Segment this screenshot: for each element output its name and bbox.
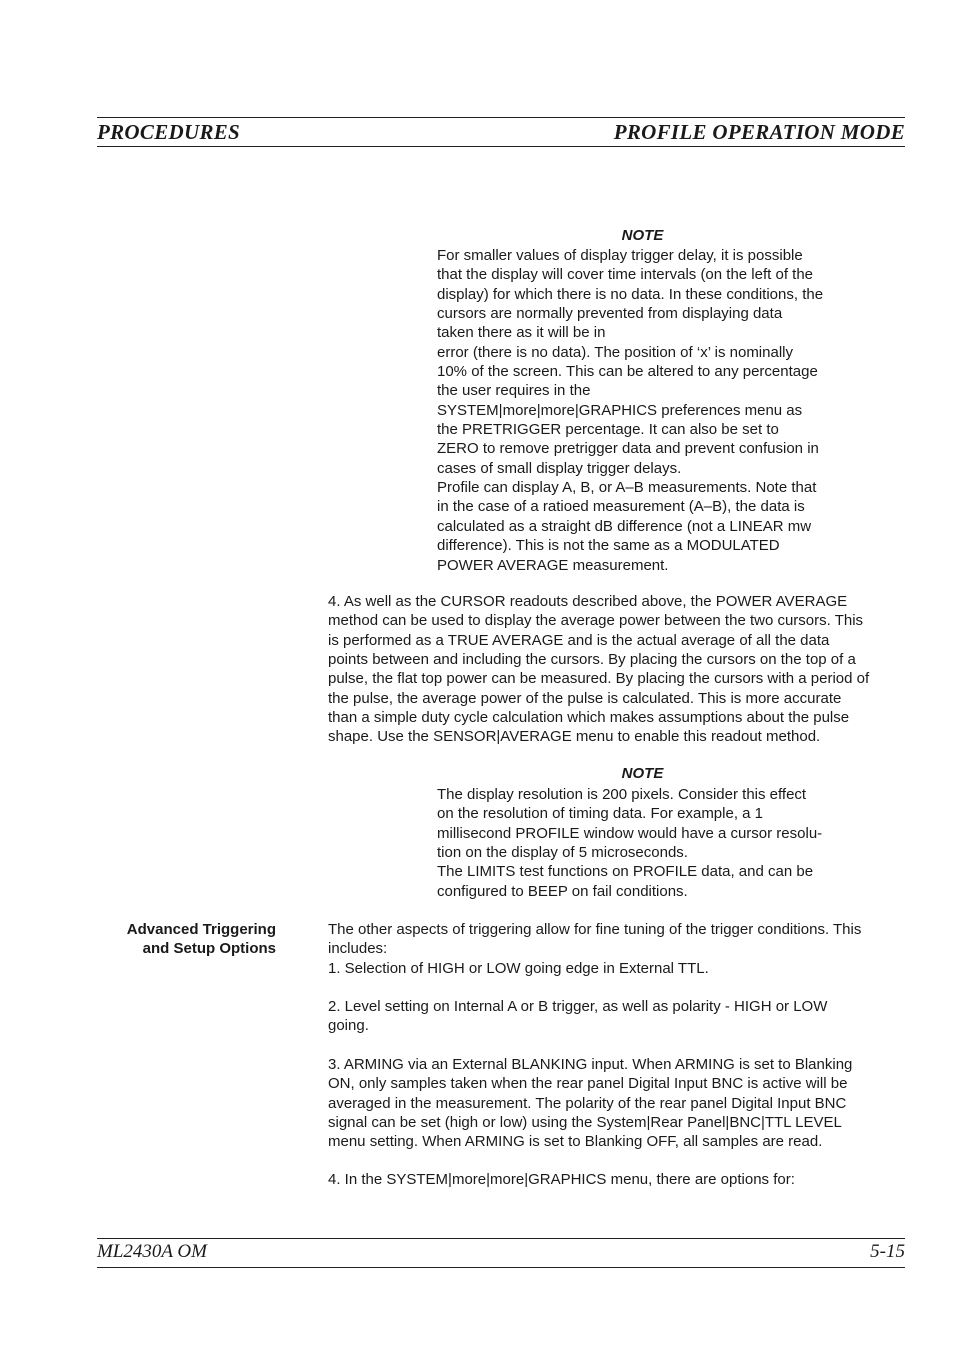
paragraph-line: 2. Level setting on Internal A or B trigger, as well as polarity - HIGH or LOW [328, 998, 828, 1015]
note-title: NOTE [621, 765, 664, 782]
paragraph-line: averaged in the measurement. The polarity of the rear panel Digital Input BNC [328, 1094, 847, 1112]
footer-manual-title: ML2430A OM [97, 1241, 207, 1262]
paragraph-line: 3. ARMING via an External BLANKING input. When ARMING is set to Blanking [328, 1056, 853, 1073]
note-body [437, 246, 857, 575]
paragraph-line: than a simple duty cycle calculation which makes assumptions about the pulse [328, 709, 850, 727]
note-line: ZERO to remove pretrigger data and prevent confusion in [437, 440, 819, 458]
advanced-intro [328, 920, 908, 978]
paragraph-line: going. [328, 1017, 369, 1035]
paragraph-line: method can be used to display the average power between the two cursors. This [328, 612, 864, 630]
note-line: error (there is no data). The position of ‘x’ is nominally [437, 343, 793, 361]
side-heading-line: and Setup Options [142, 940, 276, 958]
page-header [97, 117, 905, 147]
note-line: configured to BEEP on fail conditions. [437, 882, 688, 900]
body-paragraph [328, 592, 908, 747]
note-line: the PRETRIGGER percentage. It can also be set to [437, 421, 779, 439]
paragraph-line: pulse, the flat top power can be measured. By placing the cursors with a period of [328, 670, 870, 688]
section-side-heading [100, 920, 276, 959]
note-line: The LIMITS test functions on PROFILE data, and can be [437, 863, 814, 881]
paragraph-line: 4. In the SYSTEM|more|more|GRAPHICS menu, there are options for: [328, 1171, 795, 1188]
paragraph-line: includes: [328, 940, 388, 958]
note-line: display) for which there is no data. In these conditions, the [437, 285, 824, 303]
note-line: POWER AVERAGE measurement. [437, 556, 669, 574]
paragraph-line: shape. Use the SENSOR|AVERAGE menu to enable this readout method. [328, 728, 821, 746]
paragraph-line: menu setting. When ARMING is set to Blanking OFF, all samples are read. [328, 1133, 823, 1151]
header-chapter-title: PROFILE OPERATION MODE [613, 120, 905, 144]
side-heading-line: Advanced Triggering [126, 921, 276, 938]
page-footer [97, 1238, 905, 1268]
page-number: 5-15 [870, 1241, 905, 1262]
note-line: cases of small display trigger delays. [437, 459, 682, 477]
paragraph-line: ON, only samples taken when the rear panel Digital Input BNC is active will be [328, 1075, 848, 1093]
paragraph-line: 1. Selection of HIGH or LOW going edge in External TTL. [328, 959, 709, 977]
note-line: 10% of the screen. This can be altered to any percentage [437, 363, 818, 381]
advanced-item-4 [328, 1170, 908, 1189]
header-section-title: PROCEDURES [97, 120, 241, 144]
paragraph-line: points between and including the cursors. By placing the cursors on the top of a [328, 651, 856, 669]
paragraph-line: signal can be set (high or low) using the System|Rear Panel|BNC|TTL LEVEL [328, 1114, 842, 1132]
note-line: calculated as a straight dB difference (not a LINEAR mw [437, 517, 812, 535]
note-line: on the resolution of timing data. For example, a 1 [437, 805, 764, 823]
note-line: that the display will cover time intervals (on the left of the [437, 266, 814, 284]
paragraph-line: The other aspects of triggering allow for fine tuning of the trigger conditions. This [328, 921, 862, 938]
note-line: SYSTEM|more|more|GRAPHICS preferences menu as [437, 401, 803, 419]
note-body [437, 785, 857, 901]
paragraph-line: is performed as a TRUE AVERAGE and is the actual average of all the data [328, 631, 830, 649]
note-line: in the case of a ratioed measurement (A–B), the data is [437, 498, 805, 516]
paragraph-line: the pulse, the average power of the pulse is calculated. This is more accurate [328, 689, 842, 707]
note-title: NOTE [621, 227, 664, 244]
paragraph-line: 4. As well as the CURSOR readouts described above, the POWER AVERAGE [328, 593, 848, 610]
note-line: taken there as it will be in [437, 324, 606, 342]
note-line: millisecond PROFILE window would have a cursor resolu- [437, 824, 823, 842]
note-line: cursors are normally prevented from displaying data [437, 305, 783, 323]
advanced-item-2 [328, 997, 908, 1036]
advanced-item-3 [328, 1055, 908, 1152]
note-line: For smaller values of display trigger delay, it is possible [437, 247, 803, 264]
note-line: Profile can display A, B, or A–B measurements. Note that [437, 479, 817, 497]
note-line: tion on the display of 5 microseconds. [437, 844, 688, 862]
note-line: difference). This is not the same as a MODULATED [437, 537, 780, 555]
note-line: The display resolution is 200 pixels. Consider this effect [437, 786, 807, 803]
note-line: the user requires in the [437, 382, 591, 400]
